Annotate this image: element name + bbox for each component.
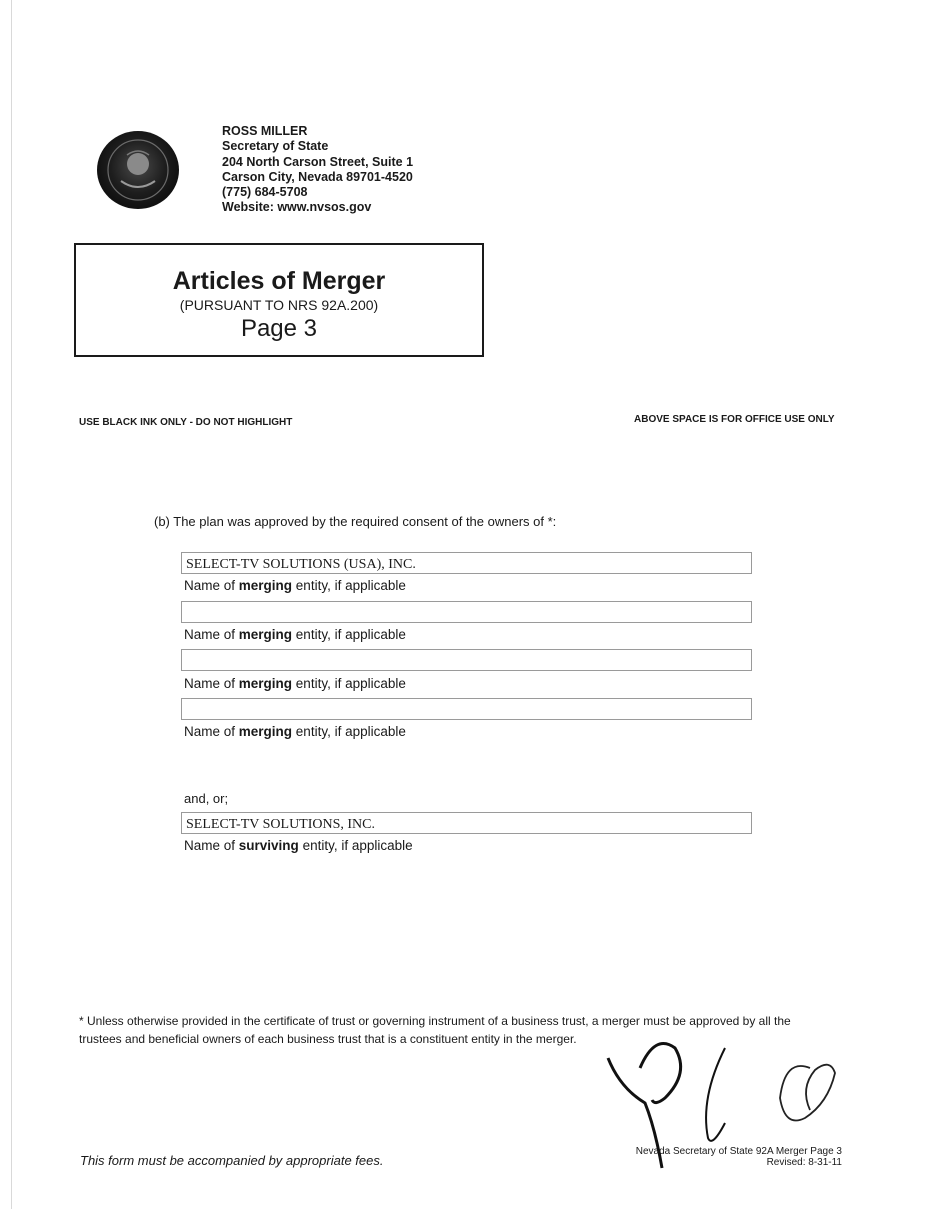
- label-emphasis: merging: [238, 724, 293, 739]
- label-prefix: Name of: [184, 676, 239, 691]
- label-emphasis: merging: [238, 578, 293, 593]
- address-line-1: 204 North Carson Street, Suite 1: [222, 154, 414, 169]
- label-suffix: entity, if applicable: [298, 838, 413, 853]
- label-suffix: entity, if applicable: [292, 578, 406, 593]
- page-margin-line: [11, 0, 12, 1209]
- signature-icon: [600, 1028, 850, 1178]
- secretary-name: ROSS MILLER: [222, 124, 308, 138]
- phone-number: (775) 684-5708: [222, 185, 308, 200]
- address-line-2: Carson City, Nevada 89701-4520: [222, 169, 413, 184]
- label-emphasis: merging: [238, 627, 293, 642]
- fees-note: This form must be accompanied by appropriate fees.: [80, 1153, 384, 1168]
- merging-entity-field-4[interactable]: [181, 698, 752, 720]
- merging-entity-field-3[interactable]: [181, 649, 752, 671]
- form-id-line-1: Nevada Secretary of State 92A Merger Page 3: [635, 1146, 842, 1157]
- footnote: * Unless otherwise provided in the certificate of trust or governing instrument of a business trust, a merger must be approved by all the trustees and beneficial owners of each business trust that is a constituent entity in the merger.: [79, 1014, 791, 1046]
- merging-entity-field-2[interactable]: [181, 601, 752, 623]
- merging-entity-label: [184, 676, 406, 691]
- merging-entity-label: [184, 578, 406, 593]
- merging-entity-label: [184, 627, 406, 642]
- label-prefix: Name of: [184, 724, 239, 739]
- state-seal-icon: [97, 131, 179, 209]
- label-suffix: entity, if applicable: [292, 724, 406, 739]
- label-emphasis: merging: [238, 676, 293, 691]
- merging-entity-label: [184, 724, 406, 739]
- label-emphasis: surviving: [238, 838, 299, 853]
- label-prefix: Name of: [184, 578, 239, 593]
- label-prefix: Name of: [184, 627, 239, 642]
- merging-entity-field-1[interactable]: SELECT-TV SOLUTIONS (USA), INC.: [181, 552, 752, 574]
- form-subtitle: (PURSUANT TO NRS 92A.200): [179, 297, 379, 313]
- and-or-text: and, or;: [184, 791, 229, 806]
- label-suffix: entity, if applicable: [292, 627, 406, 642]
- form-title-box: [74, 243, 484, 357]
- form-page-number: Page 3: [240, 315, 318, 342]
- website: Website: www.nvsos.gov: [222, 200, 372, 215]
- form-id-line-2: Revised: 8-31-11: [766, 1157, 842, 1168]
- plan-statement: (b) The plan was approved by the required consent of the owners of *:: [154, 514, 557, 529]
- ink-notice: USE BLACK INK ONLY - DO NOT HIGHLIGHT: [79, 417, 293, 428]
- secretary-title: Secretary of State: [222, 139, 329, 154]
- surviving-entity-field[interactable]: SELECT-TV SOLUTIONS, INC.: [181, 812, 752, 834]
- office-use-notice: ABOVE SPACE IS FOR OFFICE USE ONLY: [634, 414, 835, 425]
- label-suffix: entity, if applicable: [292, 676, 406, 691]
- form-title: Articles of Merger: [172, 267, 386, 295]
- secretary-of-state-header: [222, 124, 413, 216]
- label-prefix: Name of: [184, 838, 239, 853]
- surviving-entity-label: [184, 838, 413, 853]
